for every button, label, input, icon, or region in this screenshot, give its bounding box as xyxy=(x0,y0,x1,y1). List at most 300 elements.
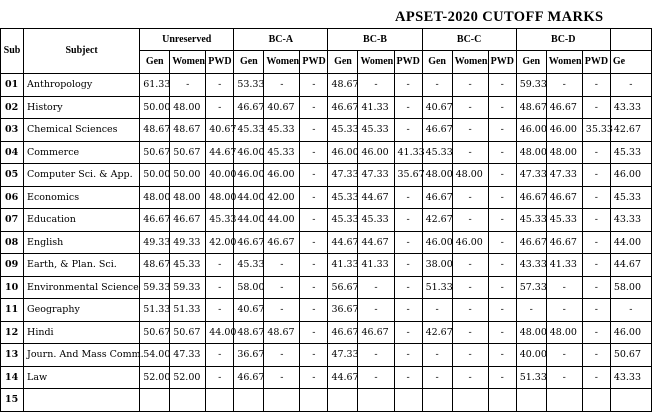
row-value: 35.33 xyxy=(582,119,610,142)
header-col: Women xyxy=(170,51,206,74)
row-value: - xyxy=(394,344,422,367)
row-code: 15 xyxy=(1,389,24,412)
header-sub: Sub xyxy=(1,29,24,74)
row-value: - xyxy=(394,321,422,344)
table-row xyxy=(1,389,652,412)
row-value: - xyxy=(264,299,300,322)
row-value: - xyxy=(394,366,422,389)
table-row xyxy=(1,344,652,367)
row-value: 45.33 xyxy=(610,186,651,209)
row-value: - xyxy=(582,209,610,232)
row-value xyxy=(264,389,300,412)
row-code: 08 xyxy=(1,231,24,254)
row-subject: Computer Sci. & App. xyxy=(24,164,140,187)
row-value: - xyxy=(300,186,328,209)
row-value: 40.67 xyxy=(234,299,264,322)
row-value: 46.67 xyxy=(422,119,452,142)
row-value: 57.33 xyxy=(516,276,546,299)
row-value xyxy=(516,389,546,412)
row-value: - xyxy=(546,276,582,299)
header-col: Gen xyxy=(422,51,452,74)
row-value: 48.00 xyxy=(516,141,546,164)
table-body xyxy=(1,74,652,412)
row-value: 59.33 xyxy=(516,74,546,97)
row-value: - xyxy=(452,299,488,322)
row-subject: English xyxy=(24,231,140,254)
row-value: - xyxy=(488,141,516,164)
row-value: 48.00 xyxy=(546,321,582,344)
row-value: - xyxy=(264,254,300,277)
row-value: 44.67 xyxy=(358,186,394,209)
row-value: - xyxy=(452,209,488,232)
row-value: - xyxy=(488,96,516,119)
row-code: 04 xyxy=(1,141,24,164)
row-value: 48.00 xyxy=(140,186,170,209)
row-value: 42.67 xyxy=(422,321,452,344)
row-value: 48.67 xyxy=(328,74,358,97)
row-value: 46.00 xyxy=(234,141,264,164)
row-value: 51.33 xyxy=(422,276,452,299)
row-value: 49.33 xyxy=(170,231,206,254)
row-value: - xyxy=(546,344,582,367)
row-value xyxy=(300,389,328,412)
header-col: Gen xyxy=(140,51,170,74)
row-value: 44.67 xyxy=(206,141,234,164)
row-value: - xyxy=(488,344,516,367)
row-value: - xyxy=(488,276,516,299)
row-value: - xyxy=(582,74,610,97)
row-value: 46.00 xyxy=(264,164,300,187)
row-subject: Education xyxy=(24,209,140,232)
row-value: 59.33 xyxy=(170,276,206,299)
row-value: 48.00 xyxy=(170,96,206,119)
row-value xyxy=(422,389,452,412)
row-value: - xyxy=(206,276,234,299)
row-value: - xyxy=(582,366,610,389)
row-value: 45.33 xyxy=(170,254,206,277)
table-row xyxy=(1,164,652,187)
row-value: 44.67 xyxy=(328,366,358,389)
row-value: 48.67 xyxy=(170,119,206,142)
row-value: 46.00 xyxy=(452,231,488,254)
row-value: - xyxy=(422,74,452,97)
row-value xyxy=(234,389,264,412)
row-value: - xyxy=(300,321,328,344)
row-value xyxy=(328,389,358,412)
row-value: 54.00 xyxy=(140,344,170,367)
row-value: 47.33 xyxy=(516,164,546,187)
row-value: - xyxy=(300,119,328,142)
row-code: 12 xyxy=(1,321,24,344)
header-col: Women xyxy=(264,51,300,74)
row-value: - xyxy=(452,141,488,164)
row-value: 52.00 xyxy=(170,366,206,389)
row-value: 40.00 xyxy=(206,164,234,187)
table-row xyxy=(1,254,652,277)
header-col: Gen xyxy=(328,51,358,74)
row-value: - xyxy=(300,74,328,97)
row-value: 47.33 xyxy=(328,164,358,187)
row-value: - xyxy=(300,164,328,187)
row-value: 40.67 xyxy=(264,96,300,119)
row-value: - xyxy=(358,344,394,367)
page-title: APSET-2020 CUTOFF MARKS xyxy=(395,9,604,25)
row-value: - xyxy=(488,164,516,187)
row-code: 09 xyxy=(1,254,24,277)
row-value: 46.67 xyxy=(264,231,300,254)
row-subject: Earth, & Plan. Sci. xyxy=(24,254,140,277)
row-value: 46.67 xyxy=(546,96,582,119)
table-row xyxy=(1,299,652,322)
row-value: - xyxy=(452,186,488,209)
row-value: 48.00 xyxy=(170,186,206,209)
header-col: Women xyxy=(452,51,488,74)
row-value: 59.33 xyxy=(140,276,170,299)
row-value: 40.00 xyxy=(516,344,546,367)
row-value: 53.33 xyxy=(234,74,264,97)
header-col: Women xyxy=(358,51,394,74)
row-value xyxy=(546,389,582,412)
row-value: 46.67 xyxy=(328,321,358,344)
row-value: - xyxy=(206,366,234,389)
row-value: - xyxy=(452,321,488,344)
row-value: 46.00 xyxy=(610,164,651,187)
row-value: 46.67 xyxy=(358,321,394,344)
row-value xyxy=(582,389,610,412)
row-value: 52.00 xyxy=(140,366,170,389)
row-subject: Chemical Sciences xyxy=(24,119,140,142)
row-value: - xyxy=(488,186,516,209)
table-row xyxy=(1,96,652,119)
row-subject: Economics xyxy=(24,186,140,209)
row-value: 61.33 xyxy=(140,74,170,97)
row-value: - xyxy=(452,74,488,97)
row-value: - xyxy=(582,299,610,322)
row-value: 48.00 xyxy=(546,141,582,164)
row-value: 51.33 xyxy=(140,299,170,322)
row-value: 46.67 xyxy=(516,186,546,209)
row-subject xyxy=(24,389,140,412)
row-value: - xyxy=(264,366,300,389)
row-value: 50.00 xyxy=(140,164,170,187)
row-value: 45.33 xyxy=(234,254,264,277)
row-value: 48.67 xyxy=(140,254,170,277)
row-value: 46.67 xyxy=(234,231,264,254)
row-value: - xyxy=(452,96,488,119)
row-value: 50.67 xyxy=(140,141,170,164)
header-col: PWD xyxy=(394,51,422,74)
row-value: - xyxy=(300,299,328,322)
row-value: - xyxy=(546,74,582,97)
row-code: 13 xyxy=(1,344,24,367)
row-value: 45.33 xyxy=(264,119,300,142)
row-value: 47.33 xyxy=(170,344,206,367)
header-col-extra: Ge xyxy=(610,51,651,74)
row-value: 58.00 xyxy=(610,276,651,299)
row-value xyxy=(140,389,170,412)
row-code: 03 xyxy=(1,119,24,142)
header-group-extra xyxy=(610,29,651,51)
row-subject: Law xyxy=(24,366,140,389)
row-value: 47.33 xyxy=(358,164,394,187)
header-col: Gen xyxy=(234,51,264,74)
row-value: 48.67 xyxy=(264,321,300,344)
row-value: 46.00 xyxy=(234,164,264,187)
row-value: 46.67 xyxy=(234,366,264,389)
row-value: 41.33 xyxy=(358,96,394,119)
row-value: 43.33 xyxy=(610,366,651,389)
row-value: 46.67 xyxy=(546,231,582,254)
header-group-bc-c: BC-C xyxy=(422,29,516,51)
row-value: - xyxy=(394,119,422,142)
row-value xyxy=(206,389,234,412)
row-value: 46.00 xyxy=(610,321,651,344)
row-code: 07 xyxy=(1,209,24,232)
row-code: 05 xyxy=(1,164,24,187)
row-value: 43.33 xyxy=(610,96,651,119)
header-col: Gen xyxy=(516,51,546,74)
row-value: - xyxy=(206,74,234,97)
cutoff-table xyxy=(0,28,652,412)
row-value: - xyxy=(582,186,610,209)
row-value: 38.00 xyxy=(422,254,452,277)
row-code: 02 xyxy=(1,96,24,119)
row-value: - xyxy=(422,344,452,367)
row-value: - xyxy=(394,186,422,209)
header-group-bc-b: BC-B xyxy=(328,29,422,51)
header-col: PWD xyxy=(582,51,610,74)
row-value: - xyxy=(300,254,328,277)
row-value: - xyxy=(300,276,328,299)
row-value: 45.33 xyxy=(206,209,234,232)
row-value: 47.33 xyxy=(328,344,358,367)
table-row xyxy=(1,119,652,142)
row-value: - xyxy=(422,366,452,389)
row-subject: Hindi xyxy=(24,321,140,344)
row-value: 43.33 xyxy=(610,209,651,232)
row-value: - xyxy=(358,366,394,389)
table-row xyxy=(1,321,652,344)
row-value: - xyxy=(264,74,300,97)
row-subject: History xyxy=(24,96,140,119)
row-value: 46.67 xyxy=(170,209,206,232)
row-value: - xyxy=(300,231,328,254)
row-code: 11 xyxy=(1,299,24,322)
row-value: 45.33 xyxy=(328,119,358,142)
header-subject: Subject xyxy=(24,29,140,74)
row-value: - xyxy=(610,299,651,322)
row-value: 46.67 xyxy=(546,186,582,209)
row-value: - xyxy=(546,299,582,322)
row-value: 45.33 xyxy=(610,141,651,164)
row-value: 44.00 xyxy=(234,209,264,232)
header-col: PWD xyxy=(488,51,516,74)
table-row xyxy=(1,276,652,299)
row-value: 43.33 xyxy=(516,254,546,277)
row-value: - xyxy=(452,344,488,367)
row-value: - xyxy=(394,96,422,119)
row-value: - xyxy=(394,254,422,277)
row-value: 50.67 xyxy=(140,321,170,344)
row-value: 46.00 xyxy=(546,119,582,142)
row-value: 51.33 xyxy=(170,299,206,322)
row-code: 06 xyxy=(1,186,24,209)
row-value: - xyxy=(582,231,610,254)
row-value: - xyxy=(452,276,488,299)
row-value: 36.67 xyxy=(234,344,264,367)
row-value: - xyxy=(300,209,328,232)
row-value: - xyxy=(358,276,394,299)
row-value: - xyxy=(610,74,651,97)
row-value: 45.33 xyxy=(358,209,394,232)
row-code: 10 xyxy=(1,276,24,299)
row-value: - xyxy=(582,96,610,119)
row-value: - xyxy=(394,209,422,232)
row-subject: Environmental Science xyxy=(24,276,140,299)
row-value: 48.67 xyxy=(516,96,546,119)
row-value xyxy=(358,389,394,412)
row-value: 50.67 xyxy=(170,321,206,344)
row-value: - xyxy=(206,254,234,277)
row-value: - xyxy=(488,321,516,344)
row-value: 42.00 xyxy=(264,186,300,209)
row-value: - xyxy=(516,299,546,322)
table-row xyxy=(1,231,652,254)
row-value: - xyxy=(488,209,516,232)
table-row xyxy=(1,74,652,97)
row-value: 46.67 xyxy=(234,96,264,119)
row-value: - xyxy=(582,344,610,367)
header-col: Women xyxy=(546,51,582,74)
row-value: - xyxy=(358,299,394,322)
row-value: 46.00 xyxy=(358,141,394,164)
row-value: 45.33 xyxy=(422,141,452,164)
row-value: - xyxy=(206,299,234,322)
table-row xyxy=(1,186,652,209)
row-value: 45.33 xyxy=(516,209,546,232)
row-value: 48.00 xyxy=(206,186,234,209)
row-value: - xyxy=(582,321,610,344)
header-col: PWD xyxy=(206,51,234,74)
row-value: 41.33 xyxy=(358,254,394,277)
row-subject: Journ. And Mass Comm. xyxy=(24,344,140,367)
row-value: - xyxy=(488,254,516,277)
table-row xyxy=(1,141,652,164)
row-value: - xyxy=(394,74,422,97)
row-code: 01 xyxy=(1,74,24,97)
row-value: - xyxy=(394,299,422,322)
row-value: - xyxy=(206,344,234,367)
table-row xyxy=(1,366,652,389)
row-value: 45.33 xyxy=(234,119,264,142)
row-value: 51.33 xyxy=(516,366,546,389)
row-value xyxy=(394,389,422,412)
row-value: 48.67 xyxy=(234,321,264,344)
header-group-bc-d: BC-D xyxy=(516,29,610,51)
row-value: - xyxy=(582,254,610,277)
row-value: 44.67 xyxy=(328,231,358,254)
row-value: - xyxy=(582,164,610,187)
row-value: 42.00 xyxy=(206,231,234,254)
row-value: 44.67 xyxy=(358,231,394,254)
row-value xyxy=(452,389,488,412)
row-value: - xyxy=(582,141,610,164)
row-value: 35.67 xyxy=(394,164,422,187)
row-value: 40.67 xyxy=(206,119,234,142)
row-value: 44.00 xyxy=(610,231,651,254)
row-value: - xyxy=(300,141,328,164)
row-value: - xyxy=(300,366,328,389)
row-value: 45.33 xyxy=(358,119,394,142)
row-subject: Commerce xyxy=(24,141,140,164)
row-value: - xyxy=(546,366,582,389)
row-value: - xyxy=(264,276,300,299)
row-subject: Anthropology xyxy=(24,74,140,97)
header-group-bc-a: BC-A xyxy=(234,29,328,51)
row-value: 45.33 xyxy=(264,141,300,164)
row-value: 47.33 xyxy=(546,164,582,187)
header-col: PWD xyxy=(300,51,328,74)
row-value: - xyxy=(582,276,610,299)
row-value: 45.33 xyxy=(328,209,358,232)
row-value: 48.00 xyxy=(516,321,546,344)
row-value: 41.33 xyxy=(394,141,422,164)
row-value: - xyxy=(452,119,488,142)
row-value: - xyxy=(300,96,328,119)
row-value: - xyxy=(488,231,516,254)
row-value: 36.67 xyxy=(328,299,358,322)
header-group-unreserved: Unreserved xyxy=(140,29,234,51)
row-value: 41.33 xyxy=(328,254,358,277)
row-value xyxy=(610,389,651,412)
row-value: - xyxy=(488,366,516,389)
row-value: 56.67 xyxy=(328,276,358,299)
row-code: 14 xyxy=(1,366,24,389)
row-value: 42.67 xyxy=(422,209,452,232)
table-header xyxy=(1,29,652,74)
row-value: - xyxy=(264,344,300,367)
row-value: 50.67 xyxy=(170,141,206,164)
row-value: 50.00 xyxy=(140,96,170,119)
row-value: - xyxy=(422,299,452,322)
row-value: 44.00 xyxy=(234,186,264,209)
row-value: 42.67 xyxy=(610,119,651,142)
row-value: 46.67 xyxy=(328,96,358,119)
row-value: 46.67 xyxy=(140,209,170,232)
row-value: - xyxy=(488,119,516,142)
row-subject: Geography xyxy=(24,299,140,322)
row-value: 50.00 xyxy=(170,164,206,187)
row-value: - xyxy=(358,74,394,97)
row-value xyxy=(488,389,516,412)
row-value: - xyxy=(394,231,422,254)
row-value: 48.67 xyxy=(140,119,170,142)
row-value: 45.33 xyxy=(546,209,582,232)
row-value: 46.00 xyxy=(422,231,452,254)
row-value: 50.67 xyxy=(610,344,651,367)
row-value: 46.00 xyxy=(516,119,546,142)
row-value: 48.00 xyxy=(452,164,488,187)
row-value: - xyxy=(488,74,516,97)
table-row xyxy=(1,209,652,232)
row-value: 40.67 xyxy=(422,96,452,119)
row-value: - xyxy=(300,344,328,367)
row-value: 41.33 xyxy=(546,254,582,277)
row-value: - xyxy=(452,254,488,277)
row-value xyxy=(170,389,206,412)
row-value: - xyxy=(488,299,516,322)
row-value: 46.67 xyxy=(422,186,452,209)
